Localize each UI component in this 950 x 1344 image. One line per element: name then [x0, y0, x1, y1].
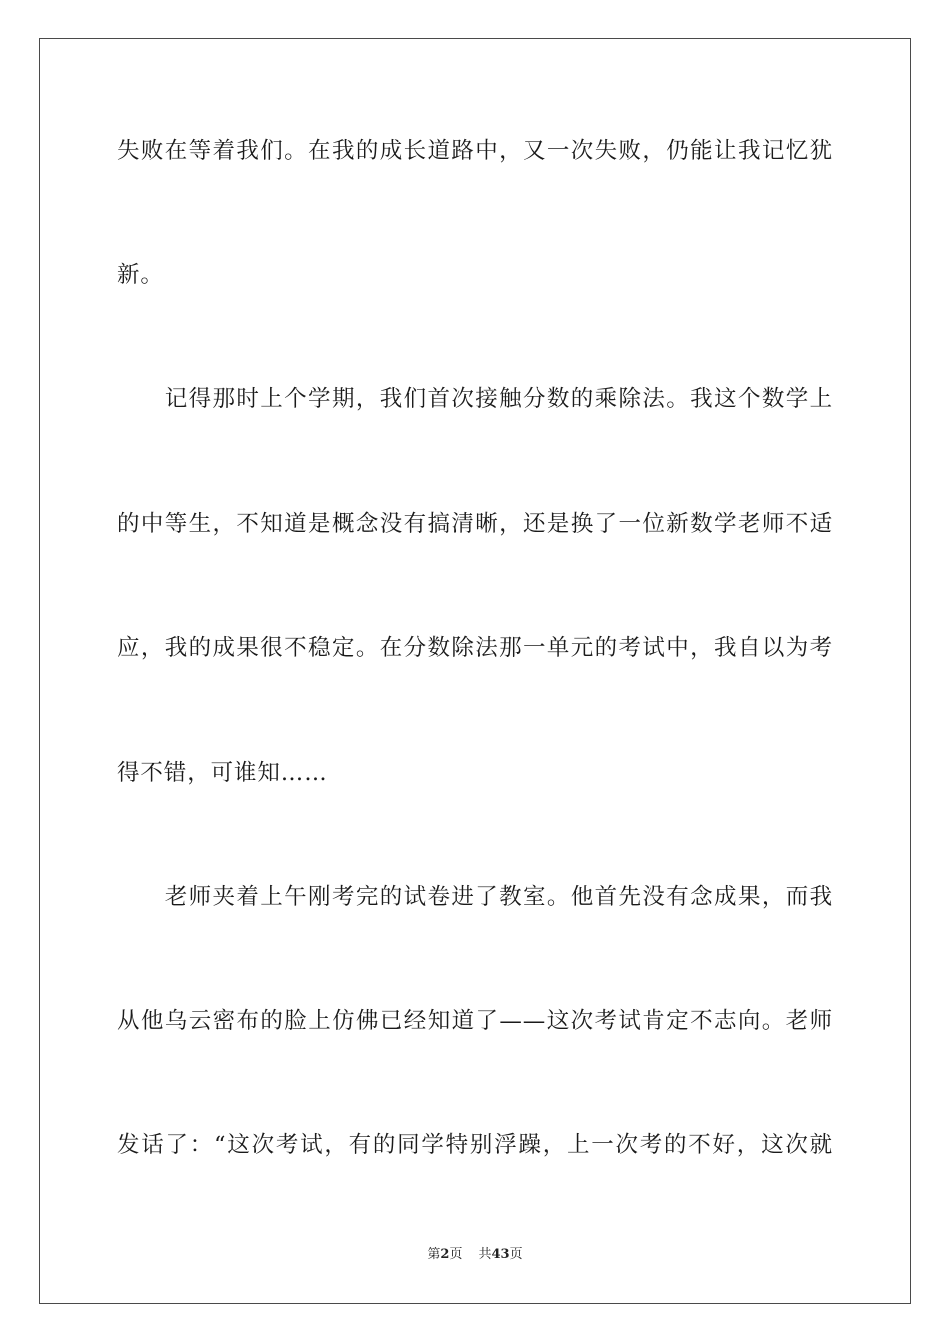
body-text-line: 应，我的成果很不稳定。在分数除法那一单元的考试中，我自以为考 — [117, 635, 833, 661]
body-text-line: 的中等生，不知道是概念没有搞清晰，还是换了一位新数学老师不适 — [117, 511, 833, 537]
page-footer — [0, 1246, 950, 1264]
page-suffix: 页 — [449, 1247, 463, 1262]
total-suffix: 页 — [509, 1247, 523, 1262]
page-prefix: 第 — [427, 1247, 441, 1262]
body-text-line: 新。 — [117, 262, 164, 288]
total-pages: 43 — [491, 1247, 510, 1262]
page-border — [39, 38, 911, 1304]
body-text-line: 老师夹着上午刚考完的试卷进了教室。他首先没有念成果，而我 — [117, 884, 833, 910]
body-text-line: 失败在等着我们。在我的成长道路中，又一次失败，仍能让我记忆犹 — [117, 138, 833, 164]
body-text-line: 记得那时上个学期，我们首次接触分数的乘除法。我这个数学上 — [117, 386, 833, 412]
page-number: 2 — [440, 1247, 450, 1262]
body-text-line: 发话了：“这次考试，有的同学特别浮躁，上一次考的不好，这次就 — [117, 1132, 833, 1158]
body-text-line: 从他乌云密布的脸上仿佛已经知道了——这次考试肯定不志向。老师 — [117, 1008, 833, 1034]
body-text-line: 得不错，可谁知…… — [117, 760, 328, 786]
total-prefix: 共 — [478, 1247, 492, 1262]
